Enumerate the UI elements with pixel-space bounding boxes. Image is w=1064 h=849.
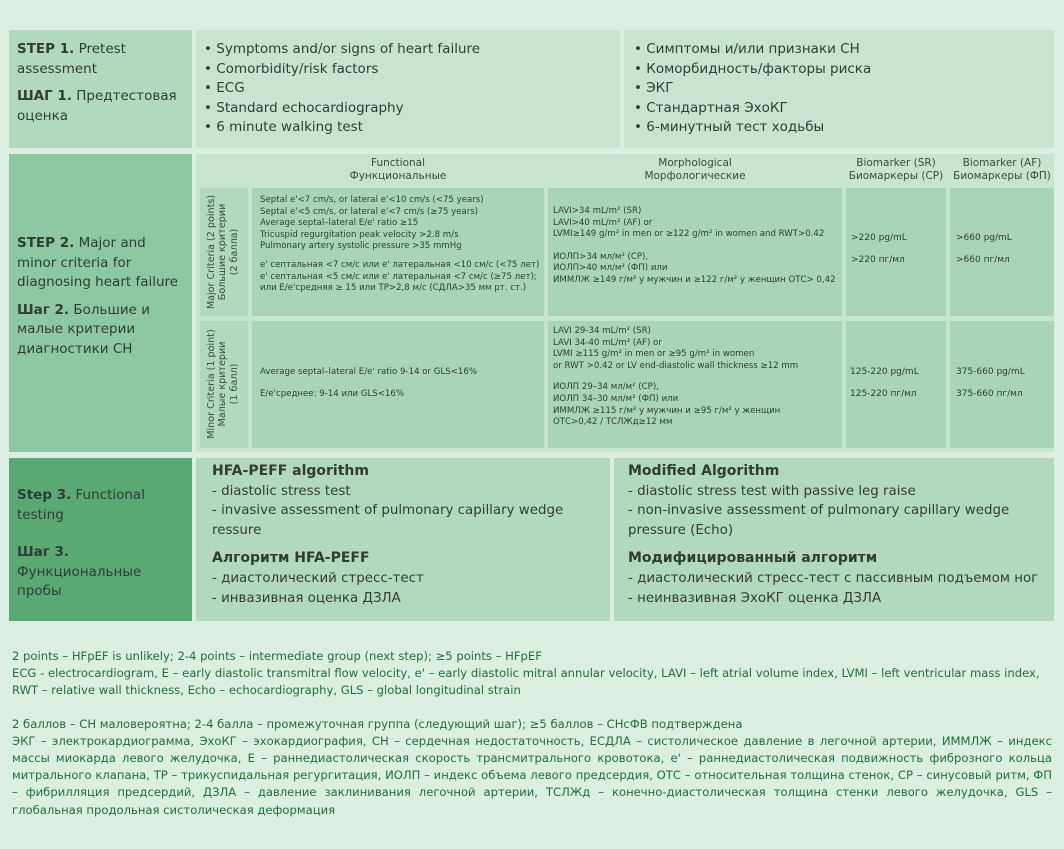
hfa-title-ru: Алгоритм HFA-PEFF [212, 550, 370, 567]
step2-title-ru: Шаг 2. [17, 301, 70, 318]
mod-title-en: Modified Algorithm [628, 463, 780, 479]
hfa-item: - диастолический стресс-тест [212, 570, 424, 586]
step1-bullets-ru [624, 30, 1054, 148]
header-functional: Functional Функциональные [349, 157, 447, 182]
bullet: • Коморбидность/факторы риска [634, 60, 872, 77]
footnotes [12, 648, 1052, 819]
major-bio-sr-cell: >220 pg/mL >220 пг/мл [846, 188, 946, 316]
bullet: • 6-минутный тест ходьбы [634, 119, 825, 136]
step2-title-en: STEP 2. [17, 235, 75, 251]
major-bio-af-cell: >660 pg/mL >660 пг/мл [950, 188, 1054, 316]
header-bio-af: Biomarker (AF) Биомаркеры (ФП) [953, 157, 1051, 182]
minor-criteria-label-text: Minor Criteria (1 point) Малые критерии (1 балл) [206, 329, 240, 439]
footnote-points-ru: 2 баллов – СН маловероятна; 2-4 балла – промежуточная группа (следующий шаг); ≥5 баллов – СНсФВ подтверждена [12, 716, 743, 731]
mod-item: - диастолический стресс-тест с пассивным подъемом ног [628, 570, 1039, 586]
step2-label-box [9, 154, 192, 452]
footnote-abbr-en-1: ECG - electrocardiogram, E – early diastolic transmitral flow velocity, e' – early diastolic mitral annular velocity, LAVI – left atrial volume index, LVMI – left ventricular mass index, [12, 666, 1040, 681]
hfa-title-en: HFA-PEFF algorithm [212, 463, 369, 479]
minor-morphological-cell: LAVI 29-34 mL/m² (SR) LAVI 34-40 mL/m² (AF) or LVMI ≥115 g/m² in men or ≥95 g/m² in women or RWT >0.42 or LV end-diastolic wall thickness ≥12 mm ИОЛП 29–34 мл/м² (СР), ИОЛП 34–30 мл/м² (ФП) или ИММЛЖ ≥115 г/м² у мужчин и ≥95 г/м² у женщин ОТС>0,42 / ТСЛЖд≥12 мм [548, 321, 842, 448]
header-morphological: Morphological Морфологические [644, 157, 746, 182]
bullet: • ЭКГ [634, 80, 674, 97]
step3-text-ru: Функциональные пробы [17, 563, 142, 599]
major-criteria-label-text: Major Criteria (2 points) Большие критерии (2 балла) [206, 194, 240, 310]
hfa-item: - инвазивная оценка ДЗЛА [212, 590, 401, 606]
hfa-peff-box [196, 458, 610, 621]
step1-label-box [9, 30, 192, 148]
minor-bio-sr-cell: 125-220 pg/mL 125-220 пг/мл [846, 321, 946, 448]
step3-label-box [9, 458, 192, 621]
major-morphological-cell: LAVI>34 mL/m² (SR) LAVI>40 mL/m² (AF) or LVMI≥149 g/m² in men or ≥122 g/m² in women and RWT>0.42 ИОЛП>34 мл/м² (СР), ИОЛП>40 мл/м² (ФП) или ИММЛЖ ≥149 г/м² у мужчин и ≥122 г/м² у женщин ОТС> 0,42 [548, 188, 842, 316]
bullet: • Симптомы и/или признаки СН [634, 41, 860, 57]
bullet: • ECG [204, 80, 245, 97]
bullet: • Стандартная ЭхоКГ [634, 99, 788, 116]
mod-item: - неинвазивная ЭхоКГ оценка ДЗЛА [628, 590, 882, 606]
header-bio-sr: Biomarker (SR) Биомаркеры (СР) [848, 157, 944, 182]
step3-title-en: Step 3. [17, 487, 72, 503]
step1-text-en: Pretest assessment [17, 41, 126, 77]
step1-bullets-en [196, 30, 620, 148]
bullet: • Comorbidity/risk factors [204, 60, 379, 77]
step3-title-ru: Шаг 3. [17, 544, 70, 560]
footnote-abbr-en-2: RWT – relative wall thickness, Echo – echocardiography, GLS – global longitudinal strain [12, 683, 521, 698]
step2-text-ru: Большие и малые критерии диагностики СН [17, 301, 150, 357]
minor-functional-cell: Average septal–lateral E/e' ratio 9-14 or GLS<16% E/e'среднее: 9-14 или GLS<16% [252, 321, 544, 448]
mod-item: - diastolic stress test with passive leg raise [628, 483, 916, 499]
footnote-abbr-ru: ЭКГ – электрокардиограмма, ЭхоКГ – эхокардиография, СН – сердечная недостаточность, ЕСДЛА – систолическое давление в легочной артерии, ИММЛЖ – индекс массы миокарда левого желудочка, Е – раннедиастолическая скорость трансмитрального кровотока, e' – раннедиастолическая подвижность фиброзного кольца митрального клапана, ТР – трикуспидальная регургитация, ИОЛП – индекс объема левого предсердия, ОТС – относительная толщина стенок, СР – синусовый ритм, ФП – фибрилляция предсердий, ДЗЛА – давление заклинивания легочной артерии, ТСЛЖд – конечно-диастолическая толщина стенки левого желудочка, GLS – глобальная продольная систолическая деформация [12, 733, 1052, 817]
hfa-item: ressure [212, 522, 262, 538]
step1-title-en: STEP 1. [17, 41, 75, 57]
bullet: • Symptoms and/or signs of heart failure [204, 41, 481, 57]
footnote-points-en: 2 points – HFpEF is unlikely; 2-4 points – intermediate group (next step); ≥5 points – HFpEF [12, 649, 542, 663]
modified-algorithm-box [614, 458, 1054, 621]
major-functional-cell: Septal e'<7 cm/s, or lateral e'<10 cm/s (<75 years) Septal e'<5 cm/s, or lateral e'<7 cm/s (≥75 years) Average septal–lateral E/e' ratio ≥15 Tricuspid regurgitation peak velocity >2.8 m/s Pulmonary artery systolic pressure >35 mmHg e' септальная <7 см/с или e' латеральная <10 см/с (<75 лет) e' септальная <5 см/с или e' латеральная <7 см/с (≥75 лет); или E/e'средняя ≥ 15 или ТР>2,8 м/с (СДЛА>35 мм рт. ст.) [252, 188, 544, 316]
step2-text-en: Major and minor criteria for diagnosing heart failure [17, 235, 179, 290]
mod-title-ru: Модифицированный алгоритм [628, 550, 878, 567]
bullet: • Standard echocardiography [204, 99, 404, 116]
step3-text-en: Functional testing [17, 487, 145, 523]
step1-title-ru: ШАГ 1. [17, 88, 72, 104]
hfa-item: - invasive assessment of pulmonary capillary wedge [212, 503, 564, 519]
mod-item: pressure (Echo) [628, 522, 734, 538]
step1-text-ru: Предтестовая оценка [17, 88, 177, 124]
hfa-item: - diastolic stress test [212, 483, 351, 499]
minor-bio-af-cell: 375-660 pg/mL 375-660 пг/мл [950, 321, 1054, 448]
mod-item: - non-invasive assessment of pulmonary capillary wedge [628, 503, 1010, 519]
bullet: • 6 minute walking test [204, 119, 364, 136]
